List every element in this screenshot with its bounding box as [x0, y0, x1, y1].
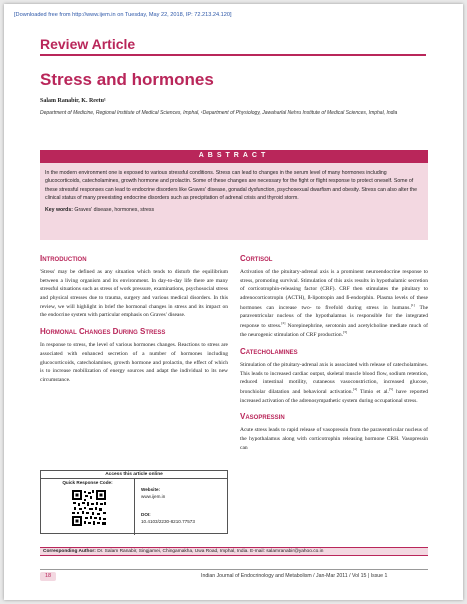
- journal-footer: Indian Journal of Endocrinology and Metabolism / Jan-Mar 2011 / Vol 15 | Issue 1: [201, 573, 388, 579]
- section-divider: [40, 54, 426, 56]
- qr-code-label: Quick Response Code:: [62, 480, 113, 485]
- catecholamines-text-part: Timio et al.: [357, 388, 389, 395]
- right-column: [240, 254, 428, 459]
- article-title: Stress and hormones: [40, 70, 214, 89]
- citation[interactable]: [4]: [352, 387, 358, 392]
- cortisol-text-part: Norepinephrine, serotonin and acetylcholine mediate much of the neurogenic stimulation of CRF production.: [240, 322, 429, 339]
- access-article-box: [40, 470, 228, 534]
- citation[interactable]: [3]: [342, 330, 348, 335]
- doi-label: DOI:: [141, 512, 151, 517]
- abstract-heading: ABSTRACT: [198, 152, 270, 159]
- citation[interactable]: [1]: [410, 302, 415, 307]
- keywords: [45, 206, 423, 214]
- footer-divider: [40, 569, 428, 570]
- abstract-text: In the modern environment one is exposed to various stressful conditions. Stress can lead to changes in the serum level of many hormones including glucocorticoids, catecholamines, growth hormone and prolactin. Some of these changes are necessary for the fight or flight response to protect oneself. Some of these stressful responses can lead to endocrine disorders like Graves' disease, gonadal dysfunction, psychosexual dwarfism and obesity. Stress can also alter the clinical status of many preexisting endocrine disorders such as precipitation of adrenal crisis and thyroid storm.: [45, 170, 417, 201]
- keywords-value: Graves' disease, hormones, stress: [74, 207, 155, 214]
- affiliations: Department of Medicine, Regional Institute of Medical Sciences, Imphal, ¹Department of Physiology, Jawaharlal Nehru Institute of Medical Sciences, Imphal, India: [40, 110, 398, 116]
- download-note: [Downloaded free from http://www.ijem.in on Tuesday, May 22, 2018, IP: 72.213.24.120]: [14, 12, 232, 18]
- catecholamines-text-part: have reported increased activation of the adrenosympathetic system during occupational stress.: [240, 388, 429, 404]
- left-column: [40, 254, 228, 392]
- citation[interactable]: [5]: [388, 387, 394, 392]
- vasopressin-text: Acute stress leads to rapid release of vasopressin from the paraventricular nucleus of the hypothalamus along with corticotrophin releasing hormone CRH. Vasopressin can: [240, 427, 428, 451]
- corresponding-author-text: Dr. Salam Ranabir, Singjamei, Chingamakha, Uwa Road, Imphal, India. E-mail: salamranabir@yahoo.co.in: [95, 549, 324, 554]
- vasopressin-heading: Vasopressin: [240, 412, 285, 422]
- corresponding-author-label: Corresponding Author:: [43, 549, 96, 554]
- citation[interactable]: [2]: [281, 320, 286, 325]
- corresponding-author-bar: [40, 547, 428, 556]
- section-label: Review Article: [40, 36, 136, 52]
- abstract-box: [40, 163, 428, 240]
- introduction-heading: Introduction: [40, 254, 87, 263]
- introduction-text: 'Stress' may be defined as any situation which tends to disturb the equilibrium between a living organism and its environment. In day-to-day life there are many stressful situations such as stress of work pressure, examinations, psychosocial stress and physical stresses due to trauma, surgery and various medical disorders. In this review, we will highlight in brief the hormonal changes in stress and its impact on the endocrine system with particular emphasis on Graves' disease.: [40, 269, 228, 319]
- hormonal-changes-text: In response to stress, the level of various hormones changes. Reactions to stress are associated with enhanced secretion of a number of hormones including glucocorticoids, catecholamines, growth hormone and prolactin, the effect of which is to increase mobilization of energy sources and adapt the individual to its new circumstance.: [40, 342, 228, 383]
- cortisol-text-part: Activation of the pituitary-adrenal axis is a prominent neuroendocrine response to stress, promoting survival. Stimulation of this axis results in hypothalamic secretion of corticotrophin-releasing factor (CRF). CRF then stimulates the pituitary to adrenocorticotropin (ACTH), ß-lipotropin and ß-endorphin. Plasma levels of these hormones can increase two- to fivefold during stress in humans.: [240, 269, 428, 311]
- abstract-header: [40, 150, 428, 163]
- author-list: Salam Ranabir, K. Reetu¹: [40, 98, 106, 104]
- doi-value[interactable]: 10.4103/2230-8210.77573: [141, 519, 195, 524]
- cortisol-text: [240, 268, 428, 340]
- cortisol-heading: Cortisol: [240, 254, 273, 263]
- article-page: [4, 4, 463, 600]
- qr-code-icon[interactable]: [71, 489, 107, 527]
- website-label: Website:: [141, 487, 161, 492]
- keywords-label: Key words:: [45, 207, 73, 214]
- access-box-title: Access this article online: [41, 471, 227, 479]
- catecholamines-text-part: Stimulation of the pituitary-adrenal axis is associated with release of catecholamines. This leads to increased cardiac output, skeletal muscle blood flow, sodium retention, reduced intestinal motility, cutaneous vasoconstriction, increased glucose, bronchiolar dilatation and behavioral activation.: [240, 361, 428, 395]
- website-link[interactable]: www.ijem.in: [141, 494, 166, 499]
- catecholamines-heading: Catecholamines: [240, 346, 298, 356]
- hormonal-changes-heading: Hormonal Changes During Stress: [40, 327, 166, 337]
- catecholamines-text: [240, 361, 428, 405]
- cortisol-text-part: The paraventricular nucleus of the hypothalamus is responsible for the integrated response to stress.: [240, 304, 429, 329]
- access-box-divider: [134, 479, 135, 535]
- page-number: 18: [40, 572, 56, 581]
